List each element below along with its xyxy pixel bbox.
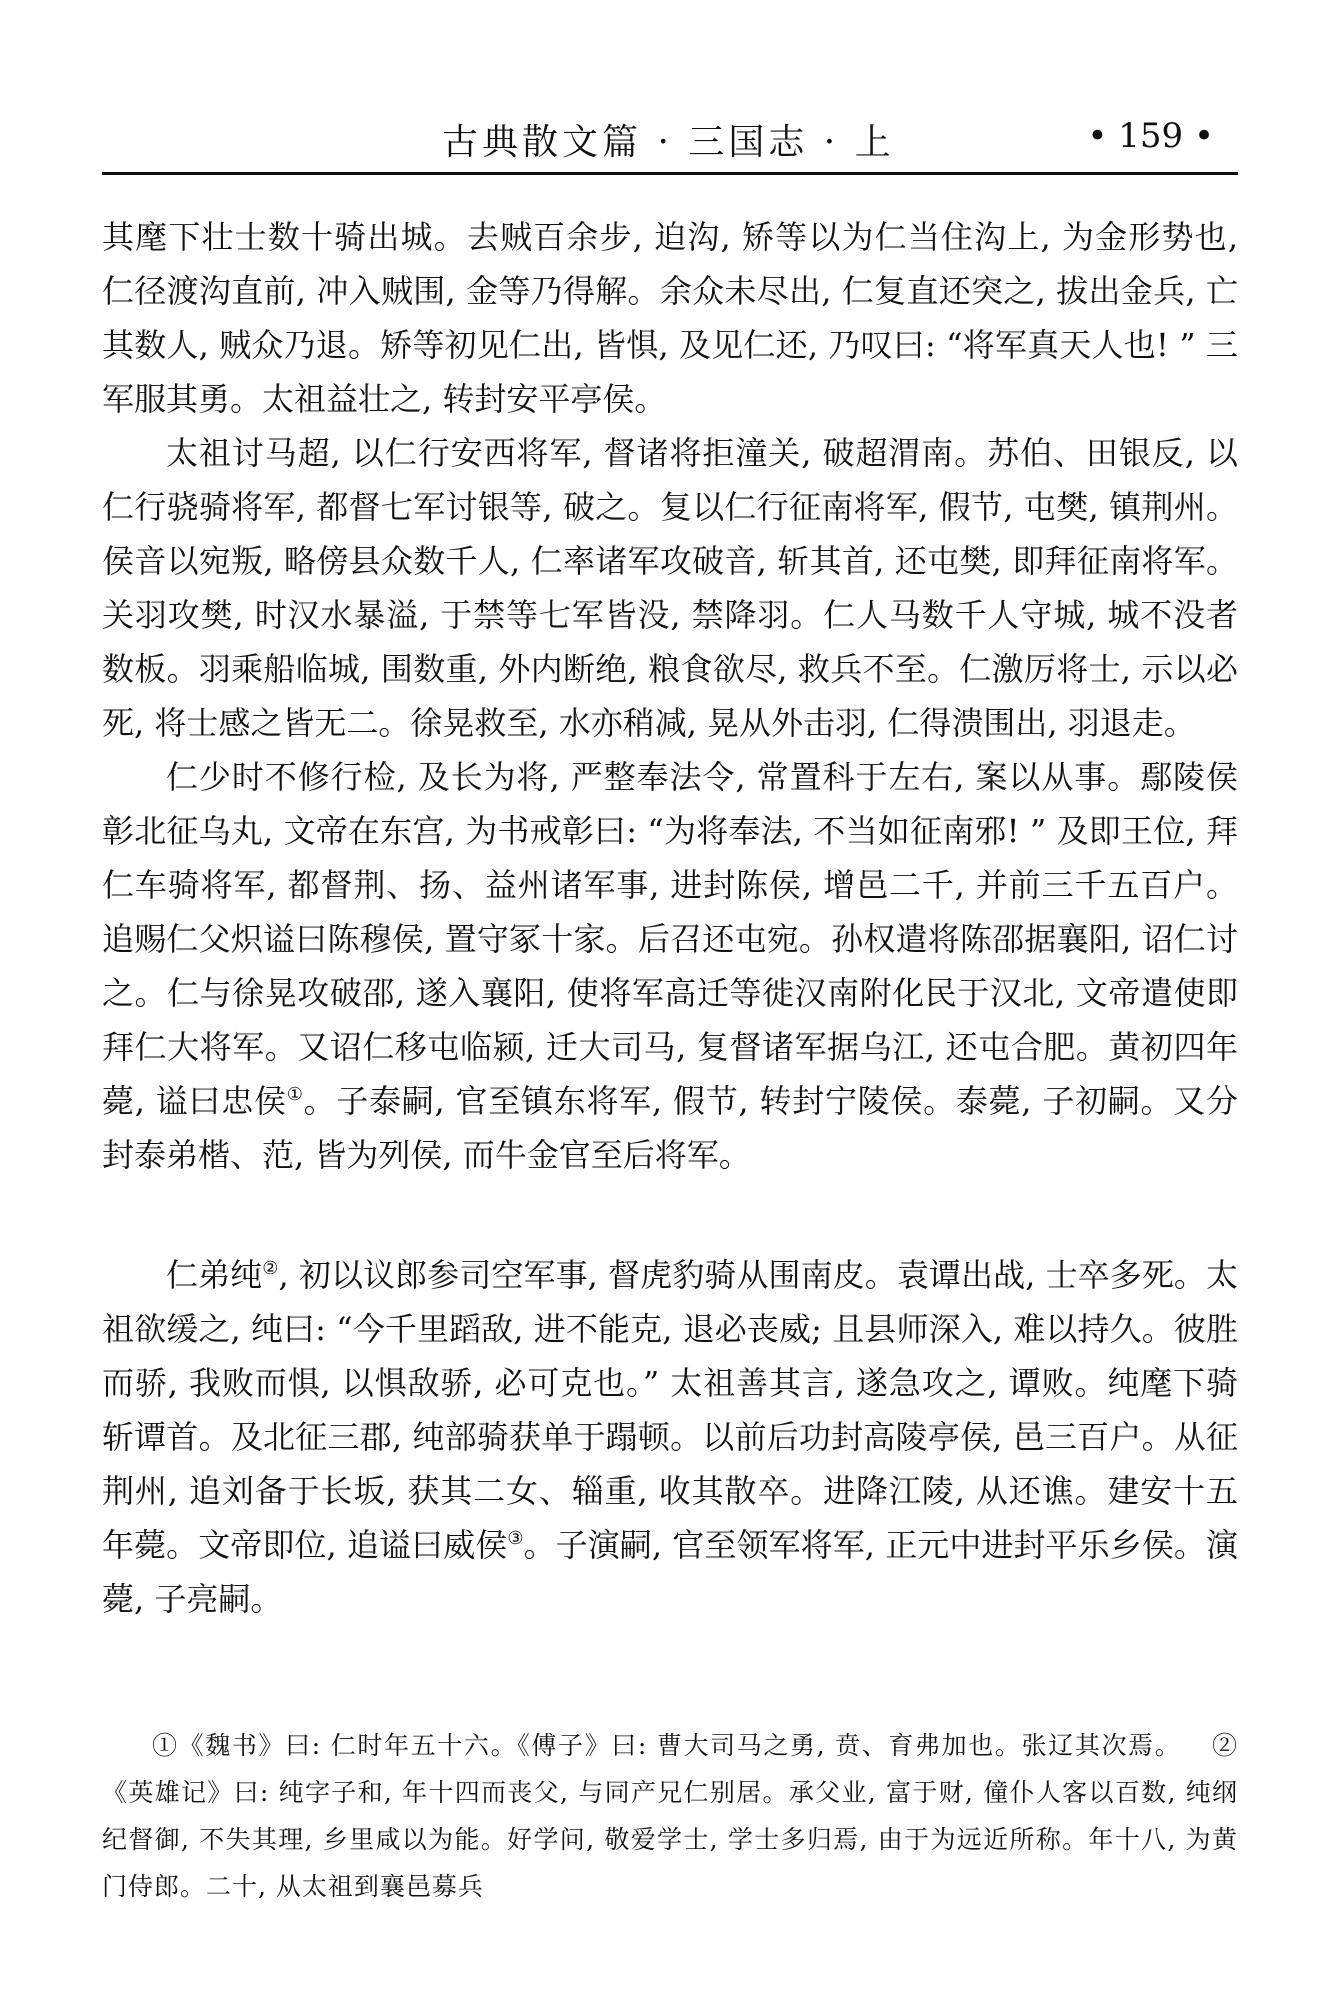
paragraph-3-text-a: 仁少时不修行检, 及长为将, 严整奉法令, 常置科于左右, 案以从事。鄢陵侯彰北征乌丸, 文帝在东宫, 为书戒彰曰: “为将奉法, 不当如征南邪! ” 及即王位, 拜仁车骑将军, 都督荆、扬、益州诸军事, 进封陈侯, 增邑二千, 并前三千五百户。追赐仁父炽谥曰陈穆侯, 置守冢十家。后召还屯宛。孙权遣将陈邵据襄阳, 诏仁讨之。仁与徐晃攻破邵, 遂入襄阳, 使将军高迁等徙汉南附化民于汉北, 文帝遣使即拜仁大将军。又诏仁移屯临颍, 迁大司马, 复督诸军据乌江, 还屯合肥。黄初四年薨, 谥曰忠侯 <box>102 758 1238 1120</box>
footnote-marker-3[interactable]: ③ <box>507 1528 524 1549</box>
paragraph-4-text-a: 仁弟纯 <box>166 1256 263 1294</box>
footnote-1: ①《魏书》曰: 仁时年五十六。《傅子》曰: 曹大司马之勇, 贲、育弗加也。张辽其次焉。 <box>152 1731 1182 1760</box>
page-header <box>102 108 1238 175</box>
footnote-text <box>102 1722 1238 1910</box>
page-number: • 159 • <box>1087 116 1214 156</box>
paragraph-1: 其麾下壮士数十骑出城。去贼百余步, 迫沟, 矫等以为仁当住沟上, 为金形势也, 仁径渡沟直前, 冲入贼围, 金等乃得解。余众未尽出, 仁复直还突之, 拔出金兵, 亡其数人, 贼众乃退。矫等初见仁出, 皆惧, 及见仁还, 乃叹曰: “将军真天人也! ” 三军服其勇。太祖益壮之, 转封安平亭侯。 <box>102 218 1238 418</box>
paragraph-4-text-c: 。子演嗣, 官至领军将军, 正元中进封平乐乡侯。演薨, 子亮嗣。 <box>102 1526 1238 1618</box>
running-title: 古典散文篇 · 三国志 · 上 <box>442 122 895 163</box>
paragraph-3-text-b: 。子泰嗣, 官至镇东将军, 假节, 转封宁陵侯。泰薨, 子初嗣。又分封泰弟楷、范, 皆为列侯, 而牛金官至后将军。 <box>102 1082 1238 1174</box>
paragraph-2: 太祖讨马超, 以仁行安西将军, 督诸将拒潼关, 破超渭南。苏伯、田银反, 以仁行骁骑将军, 都督七军讨银等, 破之。复以仁行征南将军, 假节, 屯樊, 镇荆州。侯音以宛叛, 略傍县众数千人, 仁率诸军攻破音, 斩其首, 还屯樊, 即拜征南将军。关羽攻樊, 时汉水暴溢, 于禁等七军皆没, 禁降羽。仁人马数千人守城, 城不没者数板。羽乘船临城, 围数重, 外内断绝, 粮食欲尽, 救兵不至。仁激厉将士, 示以必死, 将士感之皆无二。徐晃救至, 水亦稍减, 晃从外击羽, 仁得溃围出, 羽退走。 <box>102 434 1238 742</box>
section-gap <box>102 1182 1238 1248</box>
main-text <box>102 210 1238 1626</box>
footnote-marker-1[interactable]: ① <box>286 1084 304 1105</box>
footnote-marker-2[interactable]: ② <box>262 1258 279 1279</box>
paragraph-4 <box>102 1248 1238 1626</box>
paragraph-3 <box>102 750 1238 1182</box>
paragraph-4-text-b: , 初以议郎参司空军事, 督虎豹骑从围南皮。袁谭出战, 士卒多死。太祖欲缓之, 纯曰: “今千里蹈敌, 进不能克, 退必丧威; 且县师深入, 难以持久。彼胜而骄, 我败而惧, 以惧敌骄, 必可克也。” 太祖善其言, 遂急攻之, 谭败。纯麾下骑斩谭首。及北征三郡, 纯部骑获单于蹋顿。以前后功封高陵亭侯, 邑三百户。从征荆州, 追刘备于长坂, 获其二女、辎重, 收其散卒。进降江陵, 从还谯。建安十五年薨。文帝即位, 追谥曰威侯 <box>102 1256 1238 1564</box>
footnote-2: ②《英雄记》曰: 纯字子和, 年十四而丧父, 与同产兄仁别居。承父业, 富于财, 僮仆人客以百数, 纯纲纪督御, 不失其理, 乡里咸以为能。好学问, 敬爱学士, 学士多归焉, 由于为远近所称。年十八, 为黄门侍郎。二十, 从太祖到襄邑募兵 <box>102 1731 1238 1901</box>
footnotes <box>102 1722 1238 1910</box>
